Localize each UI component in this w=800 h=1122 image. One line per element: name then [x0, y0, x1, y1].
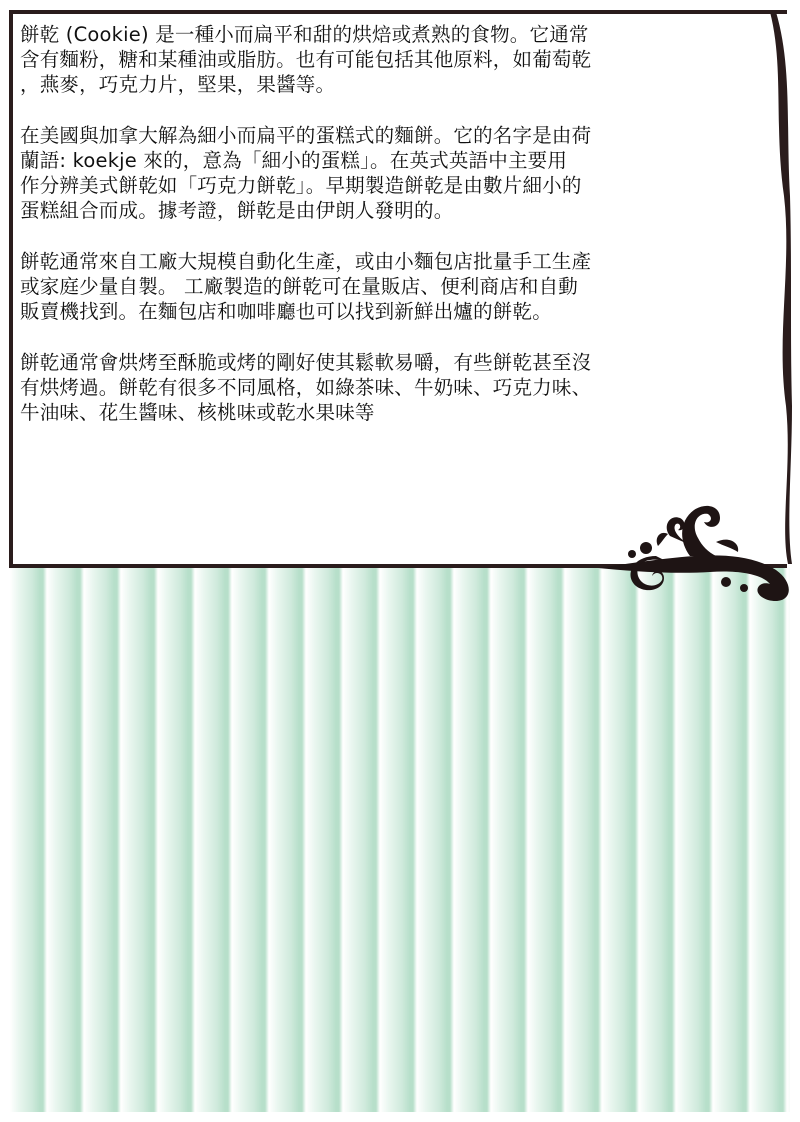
paragraph-etymology: 在美國與加拿大解為細小而扁平的蛋糕式的麵餅。它的名字是由荷 蘭語: koekje 來的，意為「細小的蛋糕」。在英式英語中主要用 作分辨美式餅乾如「巧克力餅乾」。早期製造餅乾是由數片細小的 蛋糕組合而成。據考證，餅乾是由伊朗人發明的。 — [20, 124, 592, 222]
paragraph-definition: 餅乾 (Cookie) 是一種小而扁平和甜的烘焙或煮熟的食物。它通常 含有麵粉，糖和某種油或脂肪。也有可能包括其他原料，如葡萄乾 ，燕麥，巧克力片，堅果，果醬等。 — [20, 23, 592, 96]
paragraph-production: 餅乾通常來自工廠大規模自動化生產，或由小麵包店批量手工生產 或家庭少量自製。 工廠製造的餅乾可在量販店、便利商店和自動 販賣機找到。在麵包店和咖啡廳也可以找到新鮮出爐的餅乾。 — [20, 250, 592, 323]
striped-background — [10, 568, 790, 1112]
swirl-flourish-icon — [598, 496, 798, 606]
article-body — [20, 22, 782, 451]
paragraph-varieties: 餅乾通常會烘烤至酥脆或烤的剛好使其鬆軟易嚼，有些餅乾甚至沒 有烘烤過。餅乾有很多不同風格，如綠茶味、牛奶味、巧克力味、 牛油味、花生醬味、核桃味或乾水果味等 — [20, 351, 592, 424]
